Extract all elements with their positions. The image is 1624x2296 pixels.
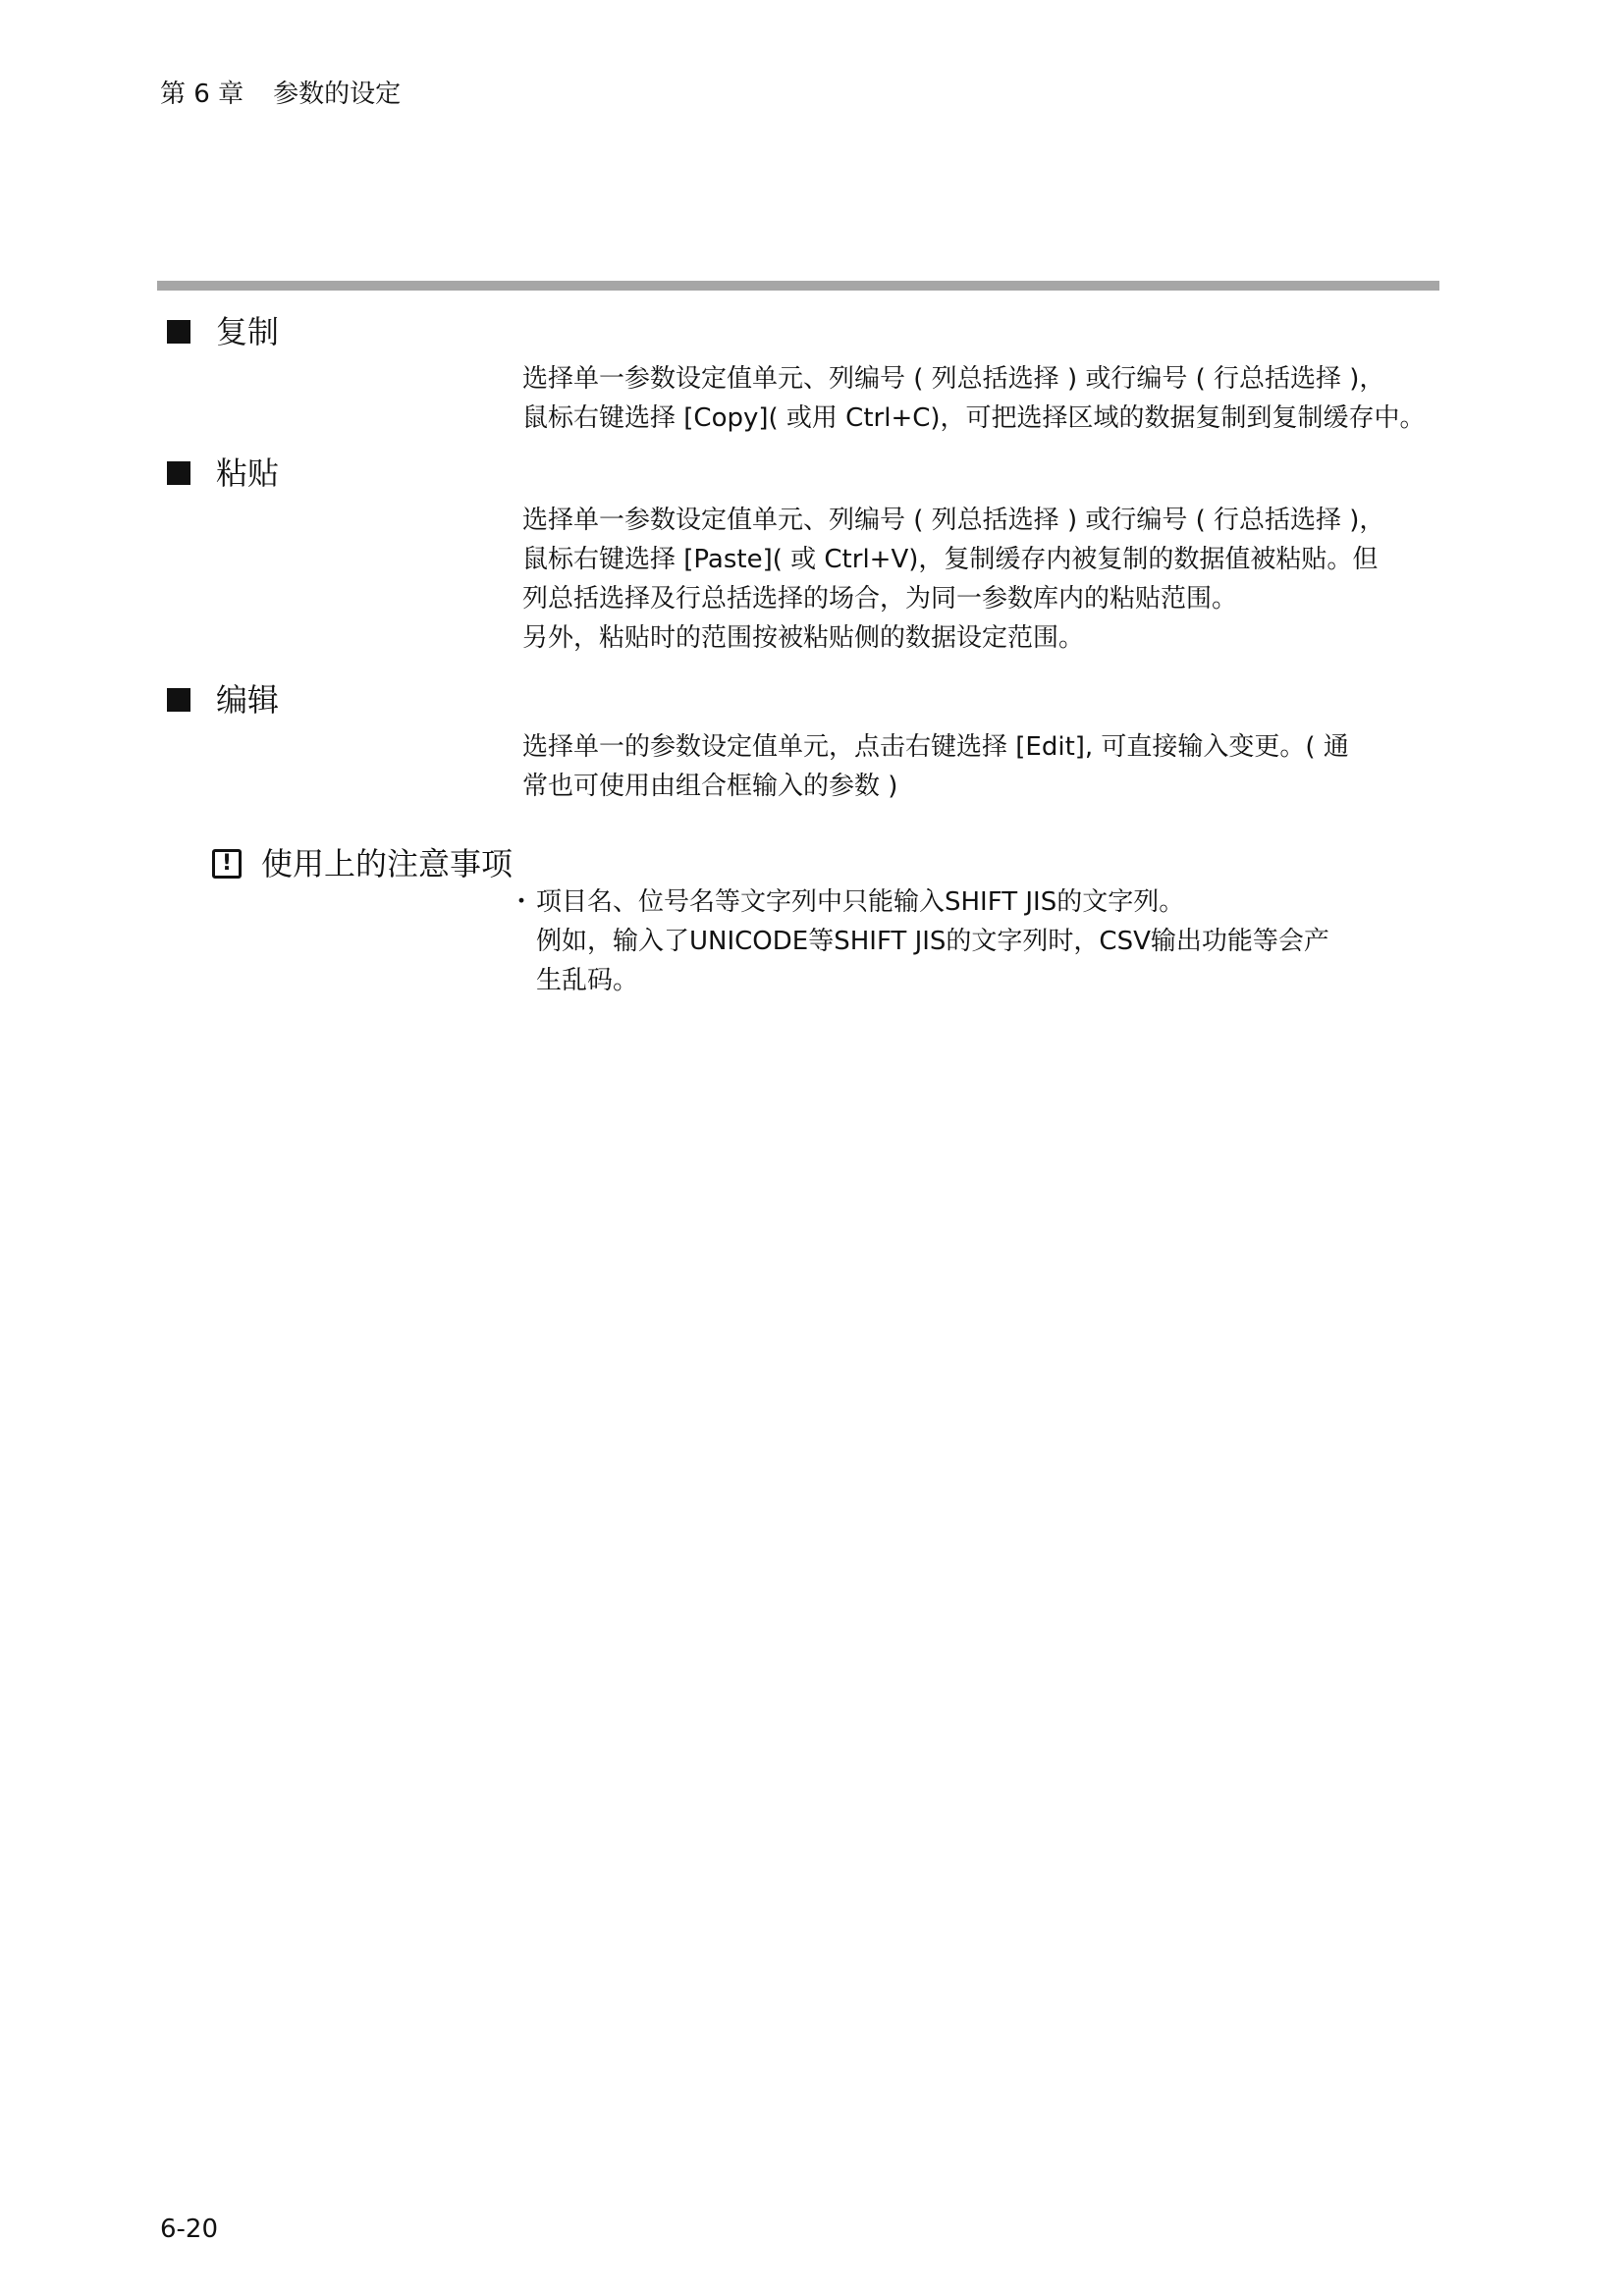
- page-number: 6-20: [160, 2215, 219, 2244]
- section-body-paste: [522, 501, 1455, 658]
- square-bullet-icon: [167, 688, 190, 712]
- section-body-edit: [522, 727, 1455, 806]
- caution-heading: [212, 844, 513, 883]
- header-rule: [157, 281, 1439, 291]
- section-heading-label: 编辑: [216, 681, 280, 719]
- section-heading-label: 粘贴: [216, 454, 280, 492]
- section-heading-label: 复制: [216, 313, 280, 350]
- caution-continuation-line: 生乱码。: [536, 966, 639, 995]
- chapter-label: 第 6 章: [160, 80, 244, 109]
- body-line: 鼠标右键选择 [Copy]( 或用 Ctrl+C)，可把选择区域的数据复制到复制缓存中。: [522, 403, 1426, 433]
- caution-continuation-line: 例如，输入了UNICODE等SHIFT JIS的文字列时，CSV输出功能等会产: [536, 927, 1329, 956]
- section-body-copy: [522, 359, 1455, 438]
- bullet-dot-icon: ・: [509, 887, 535, 917]
- caution-heading-label: 使用上的注意事项: [261, 845, 514, 882]
- square-bullet-icon: [167, 461, 190, 485]
- body-line: 鼠标右键选择 [Paste]( 或 Ctrl+V)，复制缓存内被复制的数据值被粘贴。但: [522, 545, 1379, 574]
- section-heading-copy: [167, 312, 279, 351]
- chapter-title: 参数的设定: [273, 80, 402, 109]
- body-line: 选择单一的参数设定值单元，点击右键选择 [Edit], 可直接输入变更。( 通: [522, 732, 1349, 762]
- caution-body: [509, 882, 1461, 1000]
- section-heading-edit: [167, 680, 279, 720]
- exclamation-box-icon: !: [212, 849, 242, 879]
- body-line: 选择单一参数设定值单元、列编号 ( 列总括选择 ) 或行编号 ( 行总括选择 )，: [522, 506, 1385, 535]
- square-bullet-icon: [167, 320, 190, 344]
- caution-bullet-item: [509, 882, 1461, 922]
- section-heading-paste: [167, 454, 279, 493]
- body-line: 另外，粘贴时的范围按被粘贴侧的数据设定范围。: [522, 623, 1085, 653]
- page-header: [160, 77, 401, 112]
- caution-bullet-text: 项目名、位号名等文字列中只能输入SHIFT JIS的文字列。: [536, 887, 1185, 917]
- body-line: 常也可使用由组合框输入的参数 ): [522, 772, 898, 801]
- body-line: 列总括选择及行总括选择的场合，为同一参数库内的粘贴范围。: [522, 584, 1238, 614]
- body-line: 选择单一参数设定值单元、列编号 ( 列总括选择 ) 或行编号 ( 行总括选择 )，: [522, 364, 1385, 394]
